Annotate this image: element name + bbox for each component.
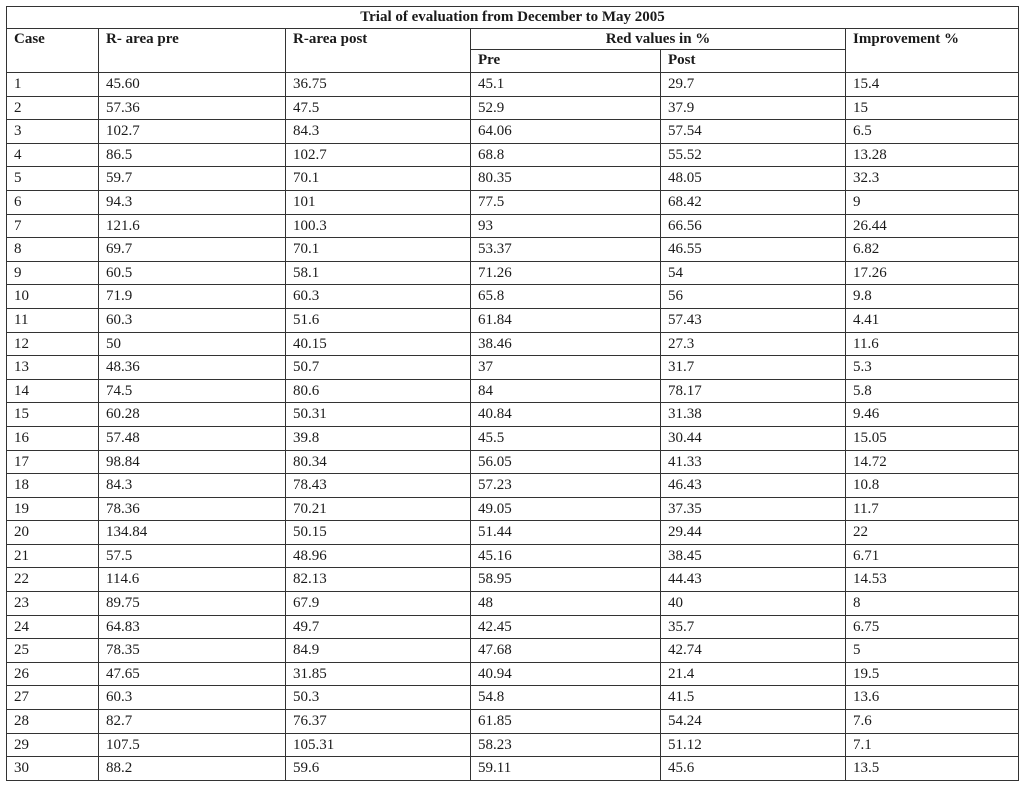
table-row xyxy=(7,474,1019,498)
cell-r-area-pre: 64.83 xyxy=(99,615,286,639)
cell-r-area-post: 70.1 xyxy=(286,167,471,191)
header-row-1 xyxy=(7,29,1019,50)
cell-r-area-pre: 121.6 xyxy=(99,214,286,238)
cell-r-area-pre: 69.7 xyxy=(99,238,286,262)
cell-r-area-post: 58.1 xyxy=(286,261,471,285)
cell-r-area-post: 47.5 xyxy=(286,96,471,120)
cell-r-area-post: 39.8 xyxy=(286,426,471,450)
cell-red-pre: 57.23 xyxy=(471,474,661,498)
cell-red-post: 29.44 xyxy=(661,521,846,545)
table-row xyxy=(7,544,1019,568)
cell-improvement: 17.26 xyxy=(846,261,1019,285)
table-row xyxy=(7,120,1019,144)
cell-red-post: 41.5 xyxy=(661,686,846,710)
cell-red-pre: 80.35 xyxy=(471,167,661,191)
table-row xyxy=(7,662,1019,686)
cell-r-area-post: 67.9 xyxy=(286,592,471,616)
cell-r-area-pre: 86.5 xyxy=(99,143,286,167)
table-row xyxy=(7,403,1019,427)
cell-r-area-post: 31.85 xyxy=(286,662,471,686)
cell-red-pre: 40.84 xyxy=(471,403,661,427)
cell-r-area-post: 50.15 xyxy=(286,521,471,545)
cell-red-pre: 77.5 xyxy=(471,190,661,214)
cell-r-area-pre: 57.5 xyxy=(99,544,286,568)
table-row xyxy=(7,686,1019,710)
cell-red-pre: 61.84 xyxy=(471,308,661,332)
cell-red-post: 54.24 xyxy=(661,710,846,734)
header-red-post: Post xyxy=(661,50,846,73)
cell-improvement: 10.8 xyxy=(846,474,1019,498)
cell-r-area-pre: 134.84 xyxy=(99,521,286,545)
cell-case: 5 xyxy=(7,167,99,191)
cell-red-post: 48.05 xyxy=(661,167,846,191)
cell-improvement: 32.3 xyxy=(846,167,1019,191)
cell-case: 8 xyxy=(7,238,99,262)
cell-improvement: 6.82 xyxy=(846,238,1019,262)
header-improvement: Improvement % xyxy=(846,29,1019,73)
cell-case: 1 xyxy=(7,73,99,97)
header-r-area-pre: R- area pre xyxy=(99,29,286,73)
cell-r-area-pre: 89.75 xyxy=(99,592,286,616)
header-r-area-post: R-area post xyxy=(286,29,471,73)
table-row xyxy=(7,356,1019,380)
cell-improvement: 5.8 xyxy=(846,379,1019,403)
cell-red-post: 56 xyxy=(661,285,846,309)
cell-r-area-pre: 60.3 xyxy=(99,308,286,332)
title-row xyxy=(7,7,1019,29)
cell-case: 18 xyxy=(7,474,99,498)
cell-case: 20 xyxy=(7,521,99,545)
cell-improvement: 11.6 xyxy=(846,332,1019,356)
cell-improvement: 13.6 xyxy=(846,686,1019,710)
cell-r-area-post: 40.15 xyxy=(286,332,471,356)
cell-r-area-post: 49.7 xyxy=(286,615,471,639)
cell-r-area-pre: 78.35 xyxy=(99,639,286,663)
cell-case: 9 xyxy=(7,261,99,285)
cell-red-pre: 58.23 xyxy=(471,733,661,757)
table-header xyxy=(7,7,1019,73)
cell-case: 6 xyxy=(7,190,99,214)
cell-red-post: 41.33 xyxy=(661,450,846,474)
cell-improvement: 13.5 xyxy=(846,757,1019,781)
cell-red-pre: 45.5 xyxy=(471,426,661,450)
cell-improvement: 15.4 xyxy=(846,73,1019,97)
cell-red-pre: 93 xyxy=(471,214,661,238)
cell-red-post: 42.74 xyxy=(661,639,846,663)
cell-improvement: 6.75 xyxy=(846,615,1019,639)
table-body xyxy=(7,73,1019,781)
cell-r-area-post: 100.3 xyxy=(286,214,471,238)
cell-r-area-pre: 78.36 xyxy=(99,497,286,521)
cell-case: 14 xyxy=(7,379,99,403)
cell-case: 22 xyxy=(7,568,99,592)
cell-improvement: 11.7 xyxy=(846,497,1019,521)
cell-red-post: 66.56 xyxy=(661,214,846,238)
cell-red-post: 54 xyxy=(661,261,846,285)
cell-improvement: 7.1 xyxy=(846,733,1019,757)
cell-r-area-pre: 74.5 xyxy=(99,379,286,403)
cell-r-area-post: 50.31 xyxy=(286,403,471,427)
table-row xyxy=(7,190,1019,214)
cell-case: 25 xyxy=(7,639,99,663)
cell-r-area-post: 80.34 xyxy=(286,450,471,474)
table-row xyxy=(7,261,1019,285)
cell-case: 4 xyxy=(7,143,99,167)
table-row xyxy=(7,592,1019,616)
cell-red-pre: 40.94 xyxy=(471,662,661,686)
cell-improvement: 14.72 xyxy=(846,450,1019,474)
cell-case: 12 xyxy=(7,332,99,356)
cell-improvement: 19.5 xyxy=(846,662,1019,686)
table-row xyxy=(7,214,1019,238)
cell-red-pre: 84 xyxy=(471,379,661,403)
cell-red-pre: 53.37 xyxy=(471,238,661,262)
cell-red-pre: 56.05 xyxy=(471,450,661,474)
cell-red-pre: 71.26 xyxy=(471,261,661,285)
cell-case: 7 xyxy=(7,214,99,238)
table-row xyxy=(7,733,1019,757)
cell-improvement: 26.44 xyxy=(846,214,1019,238)
cell-improvement: 5.3 xyxy=(846,356,1019,380)
cell-r-area-pre: 88.2 xyxy=(99,757,286,781)
cell-r-area-pre: 47.65 xyxy=(99,662,286,686)
cell-case: 15 xyxy=(7,403,99,427)
cell-r-area-pre: 107.5 xyxy=(99,733,286,757)
cell-red-pre: 45.16 xyxy=(471,544,661,568)
cell-r-area-post: 59.6 xyxy=(286,757,471,781)
cell-red-pre: 59.11 xyxy=(471,757,661,781)
cell-red-pre: 64.06 xyxy=(471,120,661,144)
cell-r-area-pre: 102.7 xyxy=(99,120,286,144)
cell-red-pre: 54.8 xyxy=(471,686,661,710)
cell-r-area-pre: 60.5 xyxy=(99,261,286,285)
table-row xyxy=(7,285,1019,309)
cell-red-post: 45.6 xyxy=(661,757,846,781)
table-row xyxy=(7,757,1019,781)
cell-red-post: 55.52 xyxy=(661,143,846,167)
cell-red-post: 27.3 xyxy=(661,332,846,356)
cell-improvement: 6.5 xyxy=(846,120,1019,144)
cell-red-pre: 48 xyxy=(471,592,661,616)
cell-r-area-post: 60.3 xyxy=(286,285,471,309)
table-row xyxy=(7,521,1019,545)
cell-red-pre: 61.85 xyxy=(471,710,661,734)
cell-improvement: 6.71 xyxy=(846,544,1019,568)
cell-improvement: 9 xyxy=(846,190,1019,214)
cell-improvement: 15.05 xyxy=(846,426,1019,450)
cell-r-area-post: 70.21 xyxy=(286,497,471,521)
table-row xyxy=(7,96,1019,120)
cell-improvement: 9.8 xyxy=(846,285,1019,309)
cell-r-area-post: 48.96 xyxy=(286,544,471,568)
cell-red-post: 31.38 xyxy=(661,403,846,427)
cell-red-pre: 65.8 xyxy=(471,285,661,309)
cell-case: 24 xyxy=(7,615,99,639)
cell-red-post: 29.7 xyxy=(661,73,846,97)
table-row xyxy=(7,332,1019,356)
cell-case: 2 xyxy=(7,96,99,120)
cell-case: 19 xyxy=(7,497,99,521)
cell-improvement: 13.28 xyxy=(846,143,1019,167)
cell-r-area-pre: 82.7 xyxy=(99,710,286,734)
cell-r-area-pre: 94.3 xyxy=(99,190,286,214)
table-row xyxy=(7,568,1019,592)
cell-r-area-pre: 57.36 xyxy=(99,96,286,120)
cell-red-pre: 37 xyxy=(471,356,661,380)
cell-r-area-pre: 48.36 xyxy=(99,356,286,380)
cell-r-area-post: 36.75 xyxy=(286,73,471,97)
table-row xyxy=(7,238,1019,262)
cell-red-pre: 45.1 xyxy=(471,73,661,97)
cell-red-pre: 38.46 xyxy=(471,332,661,356)
cell-r-area-post: 102.7 xyxy=(286,143,471,167)
cell-red-pre: 42.45 xyxy=(471,615,661,639)
cell-red-pre: 49.05 xyxy=(471,497,661,521)
cell-red-post: 40 xyxy=(661,592,846,616)
cell-improvement: 8 xyxy=(846,592,1019,616)
cell-r-area-post: 101 xyxy=(286,190,471,214)
cell-r-area-post: 51.6 xyxy=(286,308,471,332)
cell-r-area-pre: 98.84 xyxy=(99,450,286,474)
cell-red-pre: 58.95 xyxy=(471,568,661,592)
cell-r-area-pre: 84.3 xyxy=(99,474,286,498)
cell-red-post: 37.9 xyxy=(661,96,846,120)
cell-red-post: 31.7 xyxy=(661,356,846,380)
header-red-values: Red values in % xyxy=(471,29,846,50)
table-row xyxy=(7,426,1019,450)
cell-red-post: 57.43 xyxy=(661,308,846,332)
cell-red-pre: 68.8 xyxy=(471,143,661,167)
table-row xyxy=(7,73,1019,97)
cell-improvement: 7.6 xyxy=(846,710,1019,734)
cell-case: 23 xyxy=(7,592,99,616)
cell-r-area-pre: 60.3 xyxy=(99,686,286,710)
cell-r-area-post: 76.37 xyxy=(286,710,471,734)
cell-case: 29 xyxy=(7,733,99,757)
cell-red-post: 35.7 xyxy=(661,615,846,639)
cell-r-area-pre: 50 xyxy=(99,332,286,356)
data-table-container xyxy=(6,6,1018,781)
cell-improvement: 5 xyxy=(846,639,1019,663)
cell-red-post: 37.35 xyxy=(661,497,846,521)
cell-red-post: 30.44 xyxy=(661,426,846,450)
cell-r-area-post: 84.9 xyxy=(286,639,471,663)
cell-case: 26 xyxy=(7,662,99,686)
cell-r-area-pre: 57.48 xyxy=(99,426,286,450)
cell-red-post: 57.54 xyxy=(661,120,846,144)
cell-case: 10 xyxy=(7,285,99,309)
cell-red-post: 68.42 xyxy=(661,190,846,214)
cell-red-post: 51.12 xyxy=(661,733,846,757)
cell-r-area-post: 50.7 xyxy=(286,356,471,380)
cell-r-area-pre: 60.28 xyxy=(99,403,286,427)
cell-r-area-post: 105.31 xyxy=(286,733,471,757)
evaluation-table xyxy=(6,6,1019,781)
table-row xyxy=(7,450,1019,474)
cell-red-pre: 52.9 xyxy=(471,96,661,120)
cell-improvement: 14.53 xyxy=(846,568,1019,592)
cell-r-area-post: 50.3 xyxy=(286,686,471,710)
cell-improvement: 15 xyxy=(846,96,1019,120)
table-title: Trial of evaluation from December to May 2005 xyxy=(7,7,1019,29)
cell-case: 21 xyxy=(7,544,99,568)
cell-r-area-post: 82.13 xyxy=(286,568,471,592)
table-row xyxy=(7,615,1019,639)
cell-r-area-post: 80.6 xyxy=(286,379,471,403)
table-row xyxy=(7,143,1019,167)
cell-improvement: 4.41 xyxy=(846,308,1019,332)
table-row xyxy=(7,710,1019,734)
cell-r-area-post: 78.43 xyxy=(286,474,471,498)
cell-case: 27 xyxy=(7,686,99,710)
cell-case: 3 xyxy=(7,120,99,144)
cell-case: 11 xyxy=(7,308,99,332)
cell-case: 13 xyxy=(7,356,99,380)
cell-improvement: 22 xyxy=(846,521,1019,545)
cell-case: 16 xyxy=(7,426,99,450)
cell-red-post: 38.45 xyxy=(661,544,846,568)
cell-red-post: 46.55 xyxy=(661,238,846,262)
cell-r-area-pre: 59.7 xyxy=(99,167,286,191)
cell-case: 28 xyxy=(7,710,99,734)
header-case: Case xyxy=(7,29,99,73)
cell-r-area-pre: 45.60 xyxy=(99,73,286,97)
cell-red-post: 44.43 xyxy=(661,568,846,592)
table-row xyxy=(7,308,1019,332)
cell-improvement: 9.46 xyxy=(846,403,1019,427)
cell-r-area-post: 70.1 xyxy=(286,238,471,262)
table-row xyxy=(7,639,1019,663)
cell-r-area-post: 84.3 xyxy=(286,120,471,144)
table-row xyxy=(7,379,1019,403)
cell-r-area-pre: 71.9 xyxy=(99,285,286,309)
cell-r-area-pre: 114.6 xyxy=(99,568,286,592)
table-row xyxy=(7,167,1019,191)
cell-red-pre: 47.68 xyxy=(471,639,661,663)
cell-red-post: 46.43 xyxy=(661,474,846,498)
cell-red-pre: 51.44 xyxy=(471,521,661,545)
cell-case: 17 xyxy=(7,450,99,474)
header-red-pre: Pre xyxy=(471,50,661,73)
table-row xyxy=(7,497,1019,521)
cell-case: 30 xyxy=(7,757,99,781)
cell-red-post: 78.17 xyxy=(661,379,846,403)
cell-red-post: 21.4 xyxy=(661,662,846,686)
